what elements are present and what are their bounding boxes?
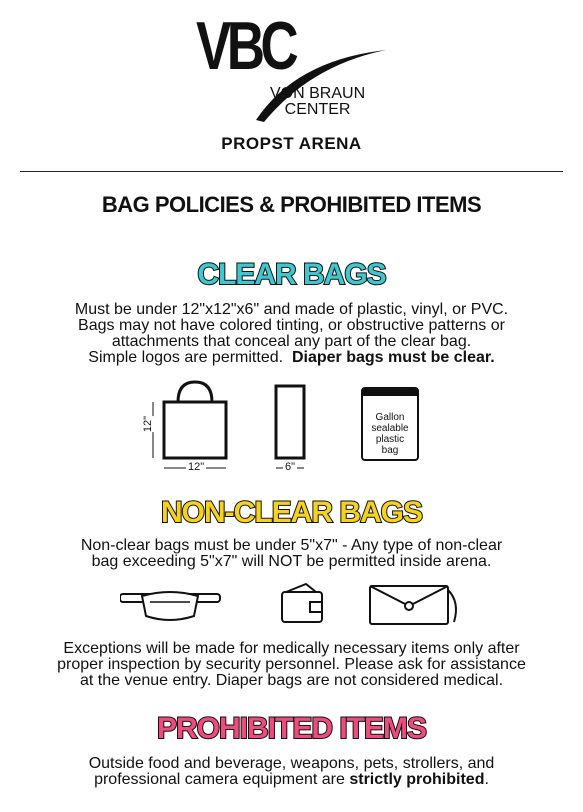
prohibited-items-text [0, 756, 583, 788]
logo-mark: VBC [196, 8, 294, 84]
prohibited-line: Outside food and beverage, weapons, pets, strollers, and [88, 755, 495, 772]
exception-line: proper inspection by security personnel. Please ask for assistance [57, 656, 526, 673]
gallon-line: bag [381, 445, 399, 456]
clear-bag-illustrations [140, 378, 440, 478]
clear-line: Bags may not have colored tinting, or obstructive patterns or [78, 317, 505, 334]
clutch-purse-icon [370, 586, 456, 624]
logo-line1: VON BRAUN [270, 85, 366, 102]
clear-line: attachments that conceal any part of the clear bag. [111, 333, 472, 350]
clear-bags-heading: CLEAR BAGS [197, 258, 386, 291]
prohibited-period: . [484, 771, 489, 788]
non-clear-bags-heading: NON-CLEAR BAGS [161, 496, 422, 529]
prohibited-items-heading: PROHIBITED ITEMS [156, 712, 426, 745]
gallon-line: plastic [375, 434, 405, 445]
non-clear-bags-text [0, 538, 583, 570]
clear-bags-text [0, 302, 583, 366]
gallon-line: Gallon [375, 412, 405, 423]
logo-line2: CENTER [284, 101, 351, 118]
page-title: BAG POLICIES & PROHIBITED ITEMS [101, 192, 482, 217]
gallon-bag-label [362, 412, 418, 456]
nonclear-line: Non-clear bags must be under 5"x7" - Any type of non-clear [80, 537, 503, 554]
divider [20, 171, 563, 172]
prohibited-line: professional camera equipment are [94, 771, 345, 788]
exceptions-text [0, 641, 583, 689]
width-dim-label: 12" [188, 461, 205, 473]
clear-line: Must be under 12"x12"x6" and made of plastic, vinyl, or PVC. [74, 301, 509, 318]
prohibited-line-last [0, 772, 583, 788]
nonclear-line: bag exceeding 5"x7" will NOT be permitted inside arena. [91, 553, 492, 570]
arena-name: PROPST ARENA [221, 134, 362, 153]
exception-line: Exceptions will be made for medically necessary items only after [63, 640, 520, 657]
clear-line-last [0, 350, 583, 366]
depth-dim-label: 6" [285, 461, 296, 473]
gallon-line: sealable [371, 423, 409, 434]
clear-line: Simple logos are permitted. [88, 349, 284, 366]
clear-bold-note: Diaper bags must be clear. [291, 349, 495, 366]
non-clear-bag-illustrations [120, 582, 470, 628]
vbc-logo [196, 8, 396, 122]
prohibited-bold-note: strictly prohibited [349, 771, 485, 788]
exception-line: at the venue entry. Diaper bags are not considered medical. [79, 672, 504, 689]
wallet-icon [282, 584, 322, 622]
fanny-pack-icon [120, 592, 220, 620]
logo-subtitle [270, 86, 365, 118]
height-dim-label: 12" [142, 415, 155, 433]
